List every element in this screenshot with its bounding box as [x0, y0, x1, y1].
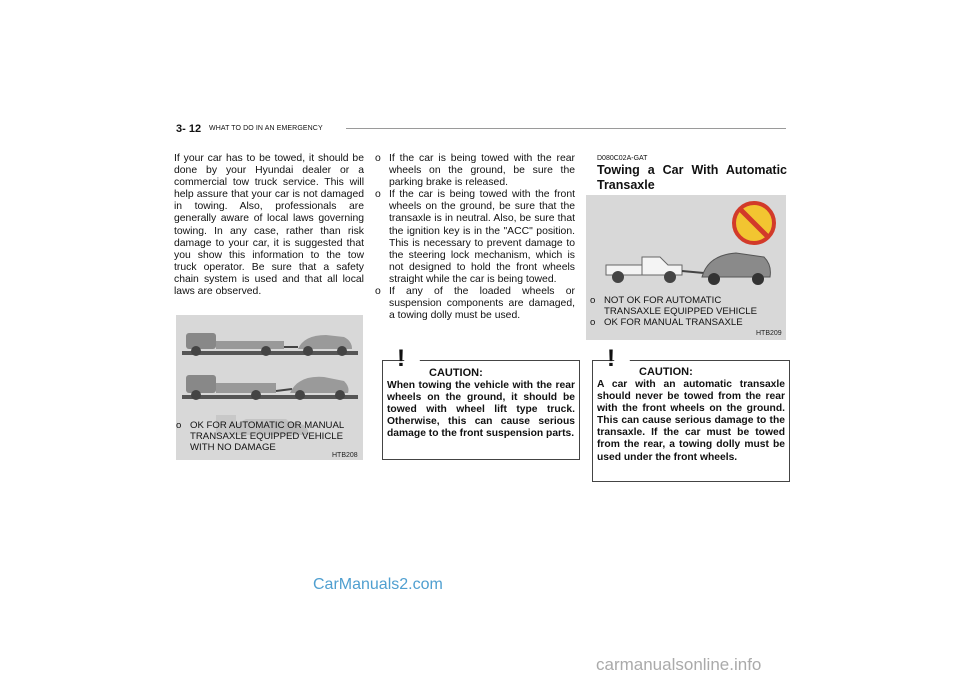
caution-exclamation: ! — [607, 345, 615, 372]
caution-body: When towing the vehicle with the rear wheels on the ground, it should be towed with wheel lift type truck. Otherwise, this can cause serious damage to the front suspension parts. — [387, 380, 575, 440]
header-rule — [346, 128, 786, 129]
doc-code: D080C02A-GAT — [597, 155, 648, 162]
caution-title: CAUTION: — [639, 366, 693, 378]
bullet-mark: o — [176, 420, 182, 431]
section-title: Towing a Car With Automatic Transaxle — [597, 163, 787, 192]
bullet-text: If the car is being towed with the front wheels on the ground, be sure that the transaxle is in neutral. Also, be sure that the ignition key is in the "ACC" position. This is necessary to prevent damage to the steering lock mechanism, which is not designed to hold the front wheels straight while the car is being towed. — [389, 189, 575, 285]
bullet-mark: o — [375, 189, 381, 201]
bullet-item — [375, 286, 575, 322]
towing-bullets — [375, 153, 575, 322]
figure1-caption-text: OK FOR AUTOMATIC OR MANUAL TRANSAXLE EQUIPPED VEHICLE WITH NO DAMAGE — [190, 420, 344, 453]
figure1-code: HTB208 — [332, 452, 358, 459]
bullet-item — [375, 153, 575, 189]
figure2-caption — [590, 295, 780, 317]
bullet-text: If any of the loaded wheels or suspension components are damaged, a towing dolly must be used. — [389, 286, 575, 322]
figure2-caption-list — [590, 295, 780, 328]
bullet-text: If the car is being towed with the rear wheels on the ground, be sure the parking brake is released. — [389, 153, 575, 189]
bullet-mark: o — [590, 295, 596, 306]
caution-box-transaxle — [592, 345, 790, 482]
figure2-code: HTB209 — [756, 330, 782, 337]
bullet-mark: o — [375, 153, 381, 164]
bullet-mark: o — [375, 286, 381, 298]
caution-body: A car with an automatic transaxle should never be towed from the rear with the front wheels on the ground. This can cause serious damage to the transaxle. If the car must be towed from the rear, a towing dolly must be used under the front wheels. — [597, 379, 785, 463]
caution-title: CAUTION: — [429, 367, 483, 379]
figure2-caption — [590, 317, 780, 328]
caution-exclamation: ! — [397, 345, 405, 372]
tow-illustration-rear — [586, 195, 786, 295]
intro-paragraph: If your car has to be towed, it should be done by your Hyundai dealer or a commercial tow truck service. This will help assure that your car is not damaged in towing. Also, professionals are generally aware of local laws governing towing. In any case, rather than risk damage to your car, it is suggested that you show this information to the tow truck operator. Be sure that a safety chain system is used and that all local laws are observed. — [174, 153, 364, 298]
figure1-caption-list — [176, 420, 366, 453]
bullet-item — [375, 189, 575, 286]
page-number: 3- 12 — [176, 123, 202, 135]
figure2-caption-text: NOT OK FOR AUTOMATIC TRANSAXLE EQUIPPED VEHICLE — [604, 295, 758, 317]
watermark-right[interactable]: carmanualsonline.info — [596, 655, 762, 674]
figure1-caption — [176, 420, 366, 453]
figure-tow-truck-rear — [586, 195, 786, 340]
section-header: WHAT TO DO IN AN EMERGENCY — [209, 125, 323, 132]
figure2-caption-text: OK FOR MANUAL TRANSAXLE — [604, 317, 743, 328]
caution-box-suspension — [382, 345, 580, 460]
bullet-mark: o — [590, 317, 596, 328]
watermark-left[interactable]: CarManuals2.com — [313, 576, 443, 593]
